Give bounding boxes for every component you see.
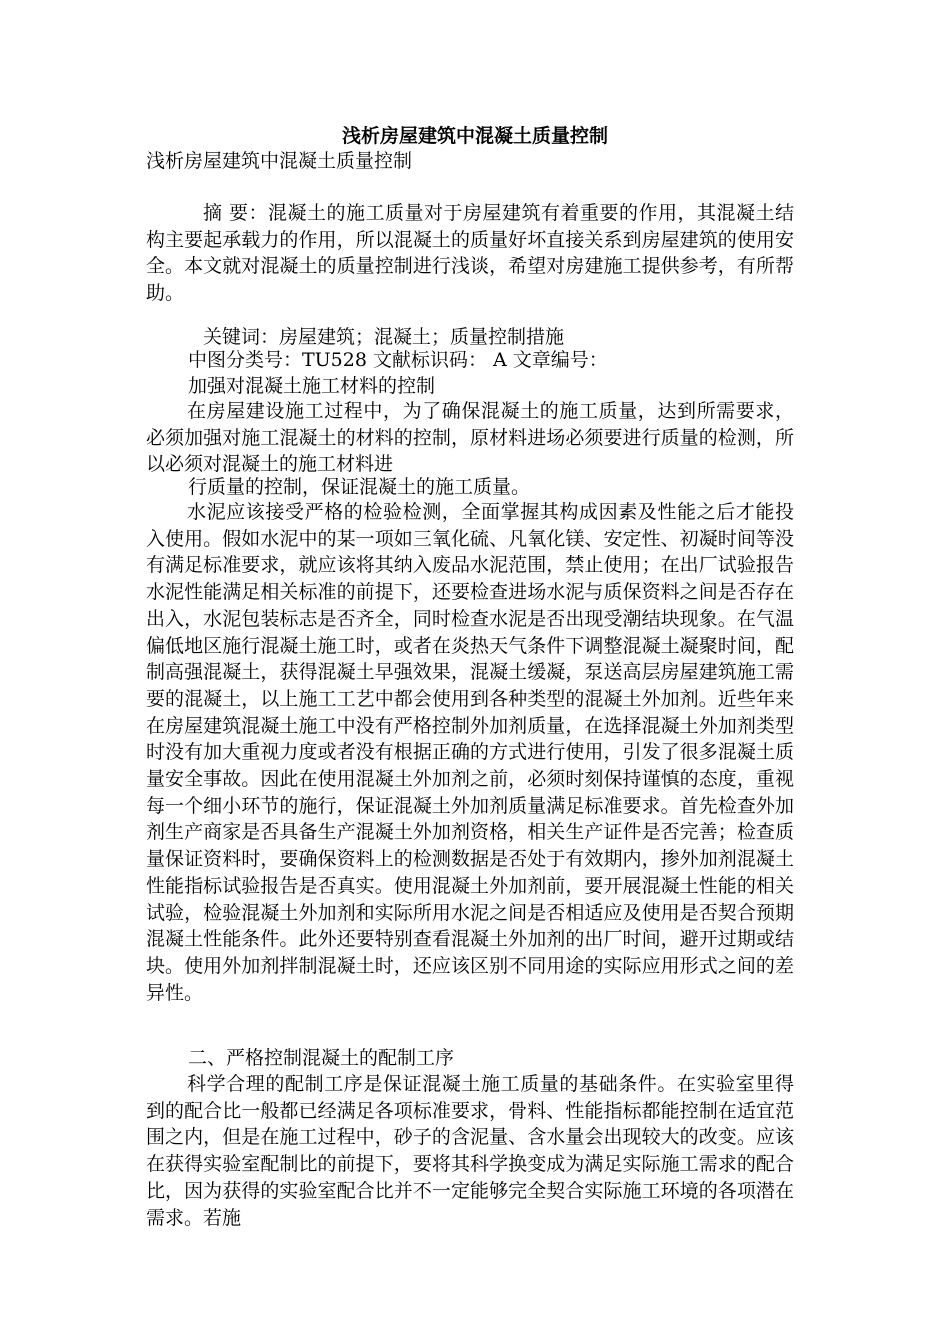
section-heading-materials: 加强对混凝土施工材料的控制 xyxy=(188,375,436,397)
abstract-paragraph: 摘 要：混凝土的施工质量对于房屋建筑有着重要的作用，其混凝土结构主要起承载力的作用，所以混凝土的质量好坏直接关系到房屋建筑的使用安全。本文就对混凝土的质量控制进行浅谈，希望对房建施工提供参考，有所帮助。 xyxy=(146,202,794,305)
section-heading-mixing: 二、严格控制混凝土的配制工序 xyxy=(188,1047,455,1069)
cement-admixture-paragraph: 水泥应该接受严格的检验检测，全面掌握其构成因素及性能之后才能投入使用。假如水泥中的某一项如三氧化硫、凡氧化镁、安定性、初凝时间等没有满足标准要求，就应该将其纳入废品水泥范围，禁止使用；在出厂试验报告水泥性能满足相关标准的前提下，还要检查进场水泥与质保资料之间是否存在出入，水泥包装标志是否齐全，同时检查水泥是否出现受潮结块现象。在气温偏低地区施行混凝土施工时，或者在炎热天气条件下调整混凝土凝聚时间，配制高强混凝土，获得混凝土早强效果，混凝土缓凝，泵送高层房屋建筑施工需要的混凝土，以上施工工艺中都会使用到各种类型的混凝土外加剂。近些年来在房屋建筑混凝土施工中没有严格控制外加剂质量，在选择混凝土外加剂类型时没有加大重视力度或者没有根据正确的方式进行使用，引发了很多混凝土质量安全事故。因此在使用混凝土外加剂之前，必须时刻保持谨慎的态度，重视每一个细小环节的施行，保证混凝土外加剂质量满足标准要求。首先检查外加剂生产商家是否具备生产混凝土外加剂资格，相关生产证件是否完善；检查质量保证资料时，要确保资料上的检测数据是否处于有效期内，掺外加剂混凝土性能指标试验报告是否真实。使用混凝土外加剂前，要开展混凝土性能的相关试验，检验混凝土外加剂和实际所用水泥之间是否相适应及使用是否契合预期混凝土性能条件。此外还要特别查看混凝土外加剂的出厂时间，避开过期或结块。使用外加剂拌制混凝土时，还应该区别不同用途的实际应用形式之间的差异性。 xyxy=(146,501,794,1004)
materials-paragraph: 在房屋建设施工过程中，为了确保混凝土的施工质量，达到所需要求，必须加强对施工混凝土的材料的控制，原材料进场必须要进行质量的检测，所以必须对混凝土的施工材料进 xyxy=(146,400,794,476)
mixing-paragraph: 科学合理的配制工序是保证混凝土施工质量的基础条件。在实验室里得到的配合比一般都已经满足各项标准要求，骨料、性能指标都能控制在适宜范围之内，但是在施工过程中，砂子的含泥量、含水量会出现较大的改变。应该在获得实验室配制比的前提下，要将其科学换变成为满足实际施工需求的配合比，因为获得的实验室配合比并不一定能够完全契合实际施工环境的各项潜在需求。若施 xyxy=(146,1073,794,1229)
classification-line: 中图分类号：TU528 文献标识码： A 文章编号： xyxy=(188,349,608,371)
materials-paragraph-continuation: 行质量的控制，保证混凝土的施工质量。 xyxy=(188,476,531,498)
keywords-line: 关键词：房屋建筑；混凝土；质量控制措施 xyxy=(203,326,565,348)
document-title: 浅析房屋建筑中混凝土质量控制 xyxy=(341,125,608,147)
document-subtitle: 浅析房屋建筑中混凝土质量控制 xyxy=(146,150,413,172)
